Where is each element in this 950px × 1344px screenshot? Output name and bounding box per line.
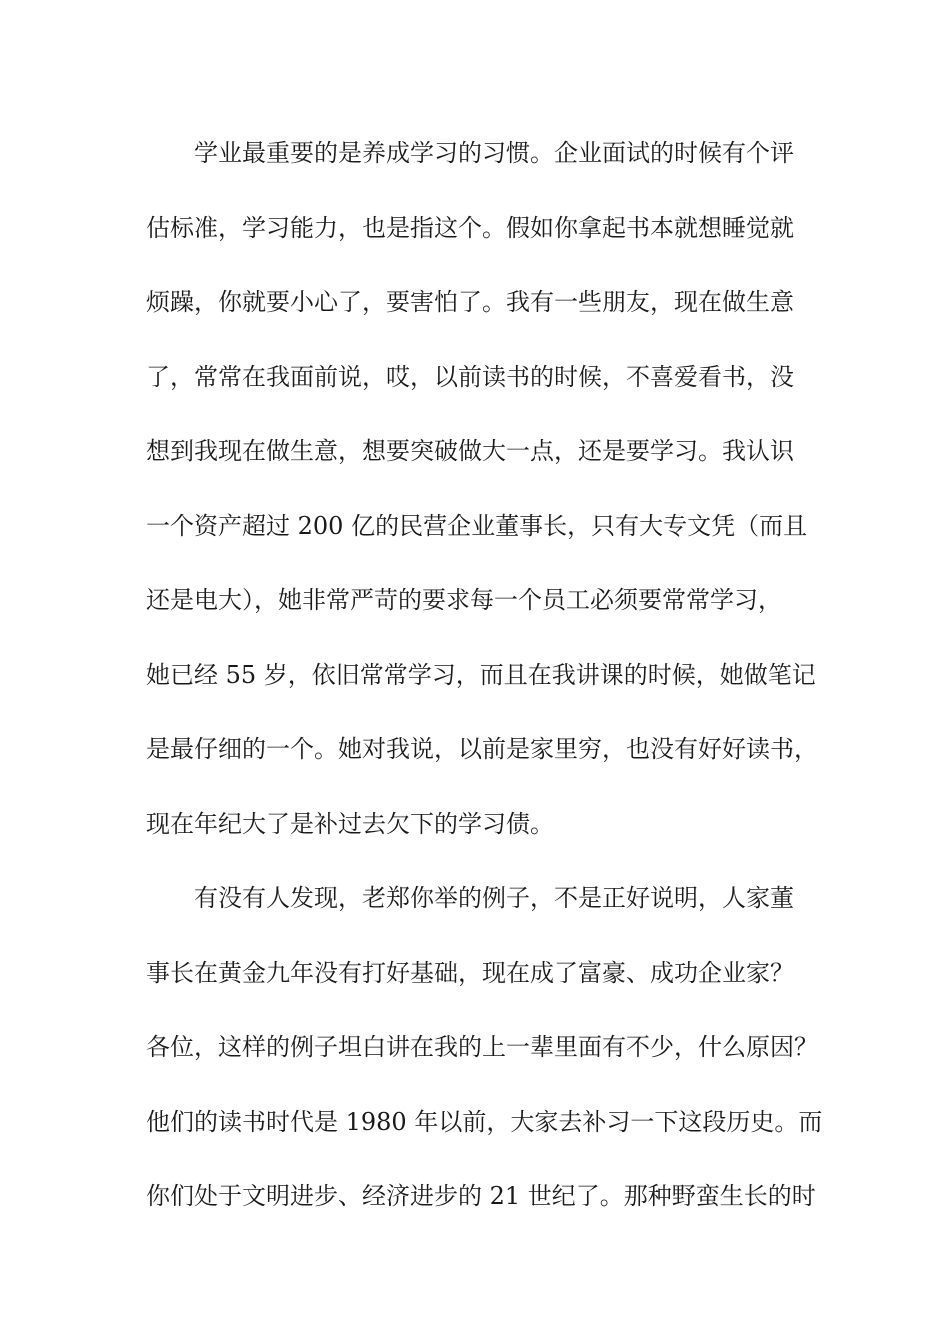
text-line: 你们处于文明进步、经济进步的 21 世纪了。那种野蛮生长的时 [146,1182,816,1210]
text-line: 估标准，学习能力，也是指这个。假如你拿起书本就想睡觉就 [146,213,794,242]
document-body [146,133,826,1251]
text-line: 想到我现在做生意，想要突破做大一点，还是要学习。我认识 [146,437,794,465]
text-line: 烦躁，你就要小心了，要害怕了。我有一些朋友，现在做生意 [146,288,794,316]
paragraph [146,133,826,878]
text-line: 有没有人发现，老郑你举的例子，不是正好说明，人家董 [194,884,794,912]
text-line: 她已经 55 岁，依旧常常学习，而且在我讲课的时候，她做笔记 [146,660,816,689]
paragraph [146,878,826,1251]
text-line: 还是电大），她非常严苛的要求每一个员工必须要常常学习， [146,586,782,614]
text-line: 了，常常在我面前说，哎，以前读书的时候，不喜爱看书，没 [146,362,794,391]
text-line: 事长在黄金九年没有打好基础，现在成了富豪、成功企业家？ [146,958,794,987]
text-line: 他们的读书时代是 1980 年以前，大家去补习一下这段历史。而 [146,1107,823,1136]
text-line: 是最仔细的一个。她对我说，以前是家里穷，也没有好好读书， [146,735,818,763]
text-line: 现在年纪大了是补过去欠下的学习债。 [146,809,554,838]
text-line: 一个资产超过 200 亿的民营企业董事长，只有大专文凭（而且 [146,511,808,540]
text-line: 各位，这样的例子坦白讲在我的上一辈里面有不少，什么原因？ [146,1033,818,1061]
text-line: 学业最重要的是养成学习的习惯。企业面试的时候有个评 [194,139,794,167]
